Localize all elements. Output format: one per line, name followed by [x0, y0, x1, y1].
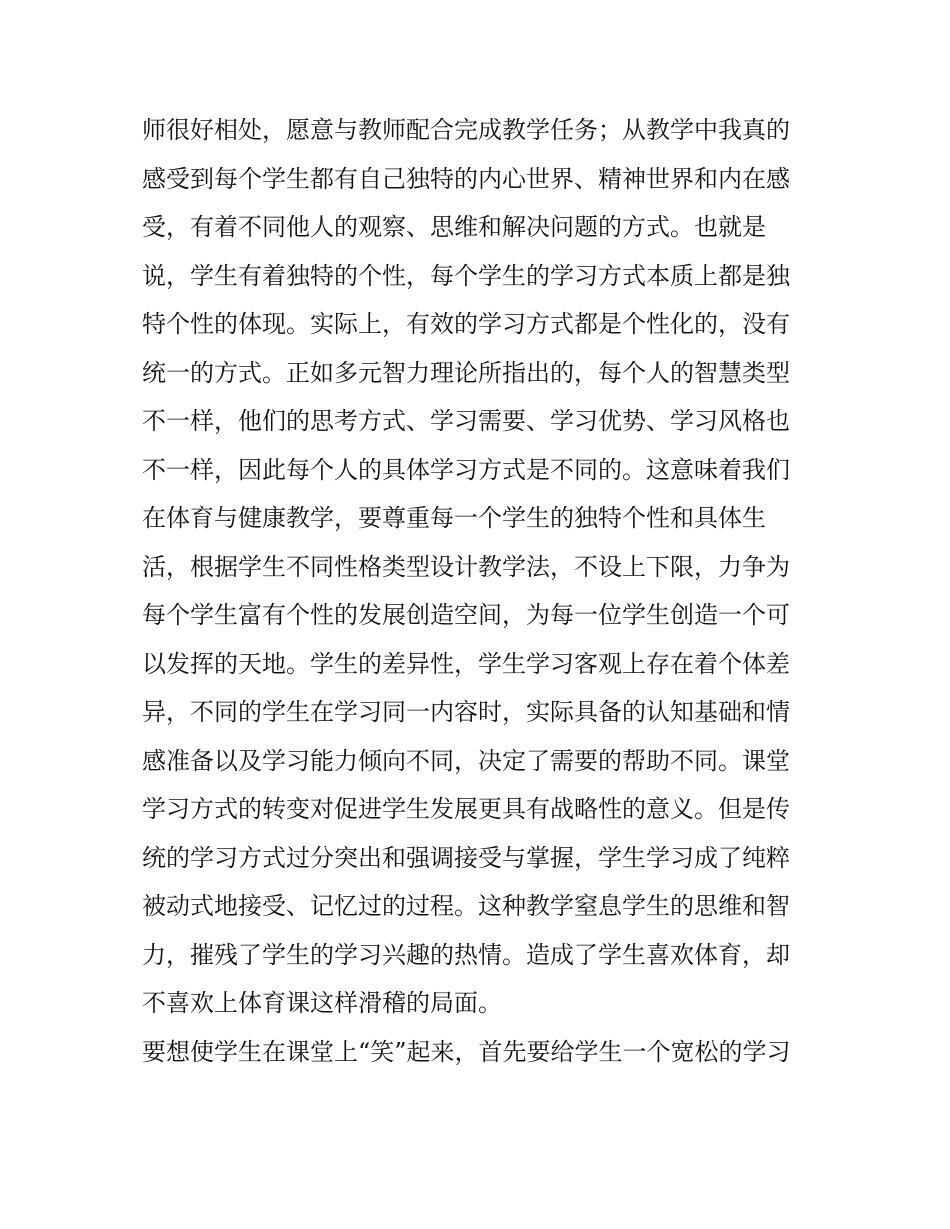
- text-line: 要想使学生在课堂上“笑”起来，首先要给学生一个宽松的学习: [142, 1037, 791, 1066]
- text-line: 异，不同的学生在学习同一内容时，实际具备的认知基础和情: [142, 698, 790, 726]
- text-line: 师很好相处，愿意与教师配合完成教学任务；从教学中我真的: [142, 116, 790, 144]
- text-line: 不一样，他们的思考方式、学习需要、学习优势、学习风格也: [142, 407, 790, 435]
- text-line: 力，摧残了学生的学习兴趣的热情。造成了学生喜欢体育，却: [142, 940, 790, 969]
- text-line: 不喜欢上体育课这样滑稽的局面。: [142, 989, 502, 1017]
- text-line: 活，根据学生不同性格类型设计教学法，不设上下限，力争为: [142, 552, 790, 581]
- text-line: 受，有着不同他人的观察、思维和解决问题的方式。也就是: [142, 213, 766, 241]
- text-line: 特个性的体现。实际上，有效的学习方式都是个性化的，没有: [142, 310, 790, 338]
- text-line: 统的学习方式过分突出和强调接受与掌握，学生学习成了纯粹: [142, 843, 790, 872]
- text-line: 不一样，因此每个人的具体学习方式是不同的。这意味着我们: [142, 455, 790, 484]
- text-line: 被动式地接受、记忆过的过程。这种教学窒息学生的思维和智: [142, 892, 790, 920]
- text-line: 在体育与健康教学，要尊重每一个学生的独特个性和具体生: [142, 504, 766, 532]
- text-line: 感受到每个学生都有自己独特的内心世界、精神世界和内在感: [142, 164, 790, 193]
- text-line: 以发挥的天地。学生的差异性，学生学习客观上存在着个体差: [142, 649, 790, 678]
- text-line: 学习方式的转变对促进学生发展更具有战略性的意义。但是传: [142, 795, 790, 823]
- text-line: 每个学生富有个性的发展创造空间，为每一位学生创造一个可: [142, 601, 790, 629]
- text-line: 感准备以及学习能力倾向不同，决定了需要的帮助不同。课堂: [142, 746, 790, 775]
- text-line: 统一的方式。正如多元智力理论所指出的，每个人的智慧类型: [142, 358, 790, 387]
- text-line: 说，学生有着独特的个性，每个学生的学习方式本质上都是独: [142, 261, 790, 290]
